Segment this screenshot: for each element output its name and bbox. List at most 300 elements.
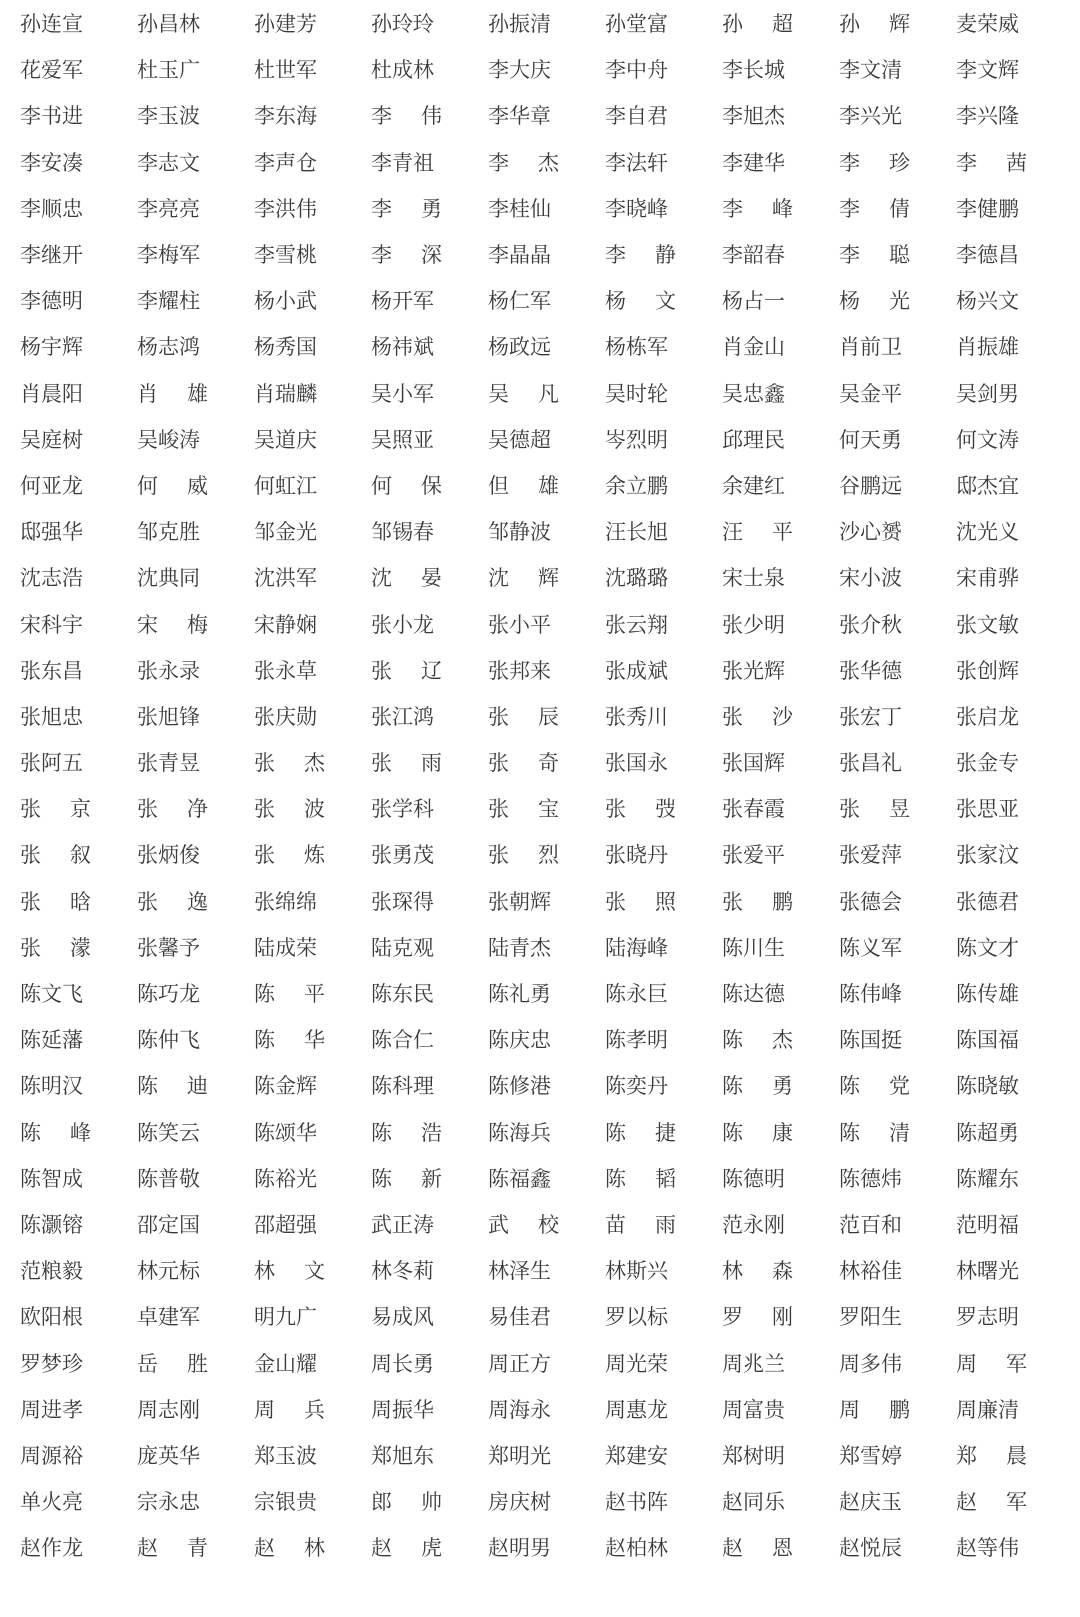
person-name: 赵书阵 bbox=[605, 1490, 668, 1515]
person-name: 李安凑 bbox=[20, 150, 83, 175]
name-cell bbox=[839, 554, 956, 600]
name-cell bbox=[137, 92, 254, 138]
person-name: 张馨予 bbox=[137, 935, 200, 960]
person-name: 张东昌 bbox=[20, 658, 83, 683]
person-name: 易成风 bbox=[371, 1305, 434, 1330]
person-name: 张 炼 bbox=[254, 843, 325, 868]
name-cell bbox=[839, 924, 956, 970]
name-cell bbox=[605, 1478, 722, 1524]
name-cell bbox=[722, 647, 839, 693]
person-name: 陈海兵 bbox=[488, 1120, 551, 1145]
person-name: 李长城 bbox=[722, 58, 785, 83]
name-cell bbox=[20, 785, 137, 831]
name-grid bbox=[20, 0, 1070, 1617]
person-name: 陈礼勇 bbox=[488, 982, 551, 1007]
name-cell bbox=[488, 1293, 605, 1339]
person-name: 邸强华 bbox=[20, 520, 83, 545]
name-cell bbox=[605, 878, 722, 924]
name-cell bbox=[722, 878, 839, 924]
name-cell bbox=[956, 1201, 1073, 1247]
name-cell bbox=[371, 1386, 488, 1432]
name-cell bbox=[839, 1432, 956, 1478]
person-name: 邵超强 bbox=[254, 1212, 317, 1237]
person-name: 张 叙 bbox=[20, 843, 91, 868]
name-cell bbox=[839, 139, 956, 185]
name-cell bbox=[20, 1386, 137, 1432]
person-name: 孙连宣 bbox=[20, 12, 83, 37]
name-cell bbox=[839, 831, 956, 877]
name-cell bbox=[722, 231, 839, 277]
name-cell bbox=[137, 1062, 254, 1108]
person-name: 周源裕 bbox=[20, 1443, 83, 1468]
person-name: 郑玉波 bbox=[254, 1443, 317, 1468]
person-name: 张 烈 bbox=[488, 843, 559, 868]
name-cell bbox=[722, 1109, 839, 1155]
person-name: 陈延藩 bbox=[20, 1028, 83, 1053]
person-name: 肖 雄 bbox=[137, 381, 208, 406]
name-cell bbox=[722, 739, 839, 785]
name-cell bbox=[137, 370, 254, 416]
name-cell bbox=[20, 554, 137, 600]
name-cell bbox=[371, 277, 488, 323]
name-cell bbox=[956, 1386, 1073, 1432]
person-name: 陈 勇 bbox=[722, 1074, 793, 1099]
person-name: 张昌礼 bbox=[839, 751, 902, 776]
person-name: 吴道庆 bbox=[254, 427, 317, 452]
name-cell bbox=[488, 554, 605, 600]
person-name: 吴忠鑫 bbox=[722, 381, 785, 406]
name-cell bbox=[488, 739, 605, 785]
name-cell bbox=[488, 1016, 605, 1062]
name-cell bbox=[839, 1478, 956, 1524]
person-name: 陈德明 bbox=[722, 1166, 785, 1191]
person-name: 李 峰 bbox=[722, 196, 793, 221]
name-cell bbox=[254, 878, 371, 924]
name-cell bbox=[488, 1339, 605, 1385]
person-name: 何文涛 bbox=[956, 427, 1019, 452]
name-cell bbox=[254, 1524, 371, 1570]
person-name: 周正方 bbox=[488, 1351, 551, 1376]
name-cell bbox=[488, 0, 605, 46]
name-cell bbox=[371, 785, 488, 831]
name-cell bbox=[839, 785, 956, 831]
person-name: 张国辉 bbox=[722, 751, 785, 776]
name-cell bbox=[488, 878, 605, 924]
name-cell bbox=[371, 0, 488, 46]
name-cell bbox=[20, 831, 137, 877]
person-name: 单火亮 bbox=[20, 1490, 83, 1515]
person-name: 杨 文 bbox=[605, 289, 676, 314]
name-cell bbox=[605, 924, 722, 970]
name-cell bbox=[956, 1293, 1073, 1339]
person-name: 陆成荣 bbox=[254, 935, 317, 960]
name-cell bbox=[20, 1524, 137, 1570]
name-cell bbox=[605, 416, 722, 462]
name-cell bbox=[839, 1386, 956, 1432]
person-name: 李桂仙 bbox=[488, 196, 551, 221]
name-cell bbox=[137, 739, 254, 785]
name-cell bbox=[137, 46, 254, 92]
name-cell bbox=[956, 1432, 1073, 1478]
person-name: 张绵绵 bbox=[254, 889, 317, 914]
name-cell bbox=[839, 1062, 956, 1108]
person-name: 陈 党 bbox=[839, 1074, 910, 1099]
person-name: 李声仓 bbox=[254, 150, 317, 175]
name-cell bbox=[722, 970, 839, 1016]
name-cell bbox=[722, 554, 839, 600]
name-cell bbox=[839, 1155, 956, 1201]
person-name: 杨志鸿 bbox=[137, 335, 200, 360]
name-cell bbox=[20, 370, 137, 416]
person-name: 张旭锋 bbox=[137, 704, 200, 729]
person-name: 张国永 bbox=[605, 751, 668, 776]
person-name: 陆青杰 bbox=[488, 935, 551, 960]
name-cell bbox=[956, 462, 1073, 508]
person-name: 李梅军 bbox=[137, 243, 200, 268]
name-cell bbox=[605, 1062, 722, 1108]
name-cell bbox=[839, 185, 956, 231]
name-cell bbox=[605, 1247, 722, 1293]
name-cell bbox=[137, 1155, 254, 1201]
name-cell bbox=[488, 1155, 605, 1201]
name-cell bbox=[254, 831, 371, 877]
name-cell bbox=[137, 1339, 254, 1385]
person-name: 肖晨阳 bbox=[20, 381, 83, 406]
person-name: 陈灏镕 bbox=[20, 1212, 83, 1237]
person-name: 周长勇 bbox=[371, 1351, 434, 1376]
name-cell bbox=[371, 1109, 488, 1155]
person-name: 李旭杰 bbox=[722, 104, 785, 129]
person-name: 余建红 bbox=[722, 473, 785, 498]
name-cell bbox=[488, 508, 605, 554]
person-name: 赵作龙 bbox=[20, 1536, 83, 1561]
name-cell bbox=[254, 92, 371, 138]
person-name: 杨秀国 bbox=[254, 335, 317, 360]
person-name: 李晓峰 bbox=[605, 196, 668, 221]
name-cell bbox=[254, 554, 371, 600]
name-cell bbox=[137, 277, 254, 323]
name-cell bbox=[254, 1201, 371, 1247]
person-name: 郑 晨 bbox=[956, 1443, 1027, 1468]
person-name: 陈国挺 bbox=[839, 1028, 902, 1053]
name-cell bbox=[956, 92, 1073, 138]
name-cell bbox=[137, 231, 254, 277]
name-cell bbox=[605, 554, 722, 600]
person-name: 陈超勇 bbox=[956, 1120, 1019, 1145]
person-name: 赵柏林 bbox=[605, 1536, 668, 1561]
name-cell bbox=[371, 508, 488, 554]
person-name: 庞英华 bbox=[137, 1443, 200, 1468]
name-cell bbox=[254, 1109, 371, 1155]
name-cell bbox=[956, 924, 1073, 970]
person-name: 杨祎斌 bbox=[371, 335, 434, 360]
name-cell bbox=[722, 185, 839, 231]
person-name: 岑烈明 bbox=[605, 427, 668, 452]
person-name: 陈义军 bbox=[839, 935, 902, 960]
name-cell bbox=[605, 46, 722, 92]
person-name: 肖瑞麟 bbox=[254, 381, 317, 406]
person-name: 张华德 bbox=[839, 658, 902, 683]
person-name: 李文清 bbox=[839, 58, 902, 83]
person-name: 张琛得 bbox=[371, 889, 434, 914]
name-cell bbox=[488, 970, 605, 1016]
name-cell bbox=[605, 970, 722, 1016]
person-name: 陈庆忠 bbox=[488, 1028, 551, 1053]
person-name: 陈笑云 bbox=[137, 1120, 200, 1145]
person-name: 赵明男 bbox=[488, 1536, 551, 1561]
name-cell bbox=[605, 139, 722, 185]
person-name: 房庆树 bbox=[488, 1490, 551, 1515]
name-cell bbox=[254, 0, 371, 46]
person-name: 张旭忠 bbox=[20, 704, 83, 729]
person-name: 李德昌 bbox=[956, 243, 1019, 268]
person-name: 宋科宇 bbox=[20, 612, 83, 637]
name-cell bbox=[371, 693, 488, 739]
person-name: 李 静 bbox=[605, 243, 676, 268]
person-name: 范百和 bbox=[839, 1212, 902, 1237]
name-cell bbox=[956, 785, 1073, 831]
name-cell bbox=[605, 693, 722, 739]
person-name: 张德会 bbox=[839, 889, 902, 914]
person-name: 张 杰 bbox=[254, 751, 325, 776]
name-cell bbox=[371, 831, 488, 877]
person-name: 张光辉 bbox=[722, 658, 785, 683]
person-name: 张学科 bbox=[371, 797, 434, 822]
name-cell bbox=[371, 739, 488, 785]
name-cell bbox=[254, 462, 371, 508]
person-name: 陈 平 bbox=[254, 982, 325, 1007]
person-name: 沈志浩 bbox=[20, 566, 83, 591]
name-cell bbox=[722, 323, 839, 369]
name-cell bbox=[956, 600, 1073, 646]
person-name: 罗 刚 bbox=[722, 1305, 793, 1330]
person-name: 李 倩 bbox=[839, 196, 910, 221]
name-cell bbox=[839, 231, 956, 277]
person-name: 何天勇 bbox=[839, 427, 902, 452]
person-name: 卓建军 bbox=[137, 1305, 200, 1330]
name-cell bbox=[488, 323, 605, 369]
name-cell bbox=[371, 185, 488, 231]
person-name: 赵等伟 bbox=[956, 1536, 1019, 1561]
name-cell bbox=[839, 1524, 956, 1570]
person-name: 宋甫骅 bbox=[956, 566, 1019, 591]
person-name: 吴剑男 bbox=[956, 381, 1019, 406]
name-cell bbox=[371, 1201, 488, 1247]
name-cell bbox=[20, 1432, 137, 1478]
person-name: 吴庭树 bbox=[20, 427, 83, 452]
name-cell bbox=[371, 1247, 488, 1293]
person-name: 张阿五 bbox=[20, 751, 83, 776]
name-cell bbox=[956, 1524, 1073, 1570]
name-cell bbox=[488, 231, 605, 277]
name-cell bbox=[956, 739, 1073, 785]
name-cell bbox=[722, 416, 839, 462]
person-name: 陈 韬 bbox=[605, 1166, 676, 1191]
person-name: 张介秋 bbox=[839, 612, 902, 637]
person-name: 李 深 bbox=[371, 243, 442, 268]
person-name: 陈巧龙 bbox=[137, 982, 200, 1007]
name-cell bbox=[839, 323, 956, 369]
name-cell bbox=[839, 970, 956, 1016]
person-name: 陈金辉 bbox=[254, 1074, 317, 1099]
person-name: 沈典同 bbox=[137, 566, 200, 591]
name-cell bbox=[722, 139, 839, 185]
person-name: 张庆勋 bbox=[254, 704, 317, 729]
person-name: 吴金平 bbox=[839, 381, 902, 406]
person-name: 林 森 bbox=[722, 1259, 793, 1284]
name-cell bbox=[605, 785, 722, 831]
person-name: 吴德超 bbox=[488, 427, 551, 452]
person-name: 张 沙 bbox=[722, 704, 793, 729]
name-cell bbox=[254, 323, 371, 369]
person-name: 孙昌林 bbox=[137, 12, 200, 37]
person-name: 宋 梅 bbox=[137, 612, 208, 637]
person-name: 邱理民 bbox=[722, 427, 785, 452]
person-name: 李自君 bbox=[605, 104, 668, 129]
name-cell bbox=[137, 785, 254, 831]
person-name: 张永录 bbox=[137, 658, 200, 683]
name-cell bbox=[839, 1247, 956, 1293]
name-cell bbox=[254, 1432, 371, 1478]
person-name: 郎 帅 bbox=[371, 1490, 442, 1515]
person-name: 张小龙 bbox=[371, 612, 434, 637]
person-name: 邹静波 bbox=[488, 520, 551, 545]
person-name: 李洪伟 bbox=[254, 196, 317, 221]
name-cell bbox=[371, 1339, 488, 1385]
person-name: 李德明 bbox=[20, 289, 83, 314]
person-name: 张宏丁 bbox=[839, 704, 902, 729]
person-name: 张 逸 bbox=[137, 889, 208, 914]
person-name: 肖金山 bbox=[722, 335, 785, 360]
person-name: 邹克胜 bbox=[137, 520, 200, 545]
name-cell bbox=[371, 370, 488, 416]
person-name: 陈永巨 bbox=[605, 982, 668, 1007]
person-name: 罗梦珍 bbox=[20, 1351, 83, 1376]
person-name: 何 威 bbox=[137, 473, 208, 498]
name-cell bbox=[956, 1247, 1073, 1293]
person-name: 赵 军 bbox=[956, 1490, 1027, 1515]
person-name: 李大庆 bbox=[488, 58, 551, 83]
person-name: 张 照 bbox=[605, 889, 676, 914]
name-cell bbox=[488, 277, 605, 323]
name-cell bbox=[722, 370, 839, 416]
name-cell bbox=[956, 323, 1073, 369]
person-name: 陈文才 bbox=[956, 935, 1019, 960]
name-cell bbox=[20, 1109, 137, 1155]
person-name: 李韶春 bbox=[722, 243, 785, 268]
name-cell bbox=[137, 1386, 254, 1432]
person-name: 杨政远 bbox=[488, 335, 551, 360]
name-cell bbox=[488, 1062, 605, 1108]
person-name: 陈东民 bbox=[371, 982, 434, 1007]
name-cell bbox=[20, 1062, 137, 1108]
name-cell bbox=[371, 462, 488, 508]
name-cell bbox=[20, 1201, 137, 1247]
name-cell bbox=[371, 231, 488, 277]
person-name: 陈科理 bbox=[371, 1074, 434, 1099]
person-name: 杨开军 bbox=[371, 289, 434, 314]
name-cell bbox=[137, 831, 254, 877]
person-name: 谷鹏远 bbox=[839, 473, 902, 498]
name-cell bbox=[722, 1339, 839, 1385]
name-cell bbox=[956, 508, 1073, 554]
person-name: 赵 青 bbox=[137, 1536, 208, 1561]
person-name: 张晓丹 bbox=[605, 843, 668, 868]
person-name: 邸杰宜 bbox=[956, 473, 1019, 498]
person-name: 邵定国 bbox=[137, 1212, 200, 1237]
name-cell bbox=[254, 231, 371, 277]
person-name: 杨兴文 bbox=[956, 289, 1019, 314]
name-cell bbox=[722, 1478, 839, 1524]
name-cell bbox=[839, 878, 956, 924]
name-cell bbox=[839, 462, 956, 508]
person-name: 李健鹏 bbox=[956, 196, 1019, 221]
person-name: 周廉清 bbox=[956, 1397, 1019, 1422]
name-cell bbox=[371, 1062, 488, 1108]
name-cell bbox=[20, 970, 137, 1016]
person-name: 陈川生 bbox=[722, 935, 785, 960]
person-name: 林冬莉 bbox=[371, 1259, 434, 1284]
name-cell bbox=[254, 185, 371, 231]
name-cell bbox=[839, 508, 956, 554]
person-name: 李 珍 bbox=[839, 150, 910, 175]
person-name: 周富贵 bbox=[722, 1397, 785, 1422]
person-name: 宗银贵 bbox=[254, 1490, 317, 1515]
person-name: 张邦来 bbox=[488, 658, 551, 683]
person-name: 陈 新 bbox=[371, 1166, 442, 1191]
name-cell bbox=[839, 46, 956, 92]
name-cell bbox=[605, 1201, 722, 1247]
person-name: 李晶晶 bbox=[488, 243, 551, 268]
person-name: 张 宝 bbox=[488, 797, 559, 822]
person-name: 花爱军 bbox=[20, 58, 83, 83]
name-cell bbox=[605, 1524, 722, 1570]
person-name: 张云翔 bbox=[605, 612, 668, 637]
name-cell bbox=[254, 370, 371, 416]
person-name: 郑旭东 bbox=[371, 1443, 434, 1468]
name-cell bbox=[20, 1155, 137, 1201]
name-cell bbox=[137, 878, 254, 924]
person-name: 陈耀东 bbox=[956, 1166, 1019, 1191]
person-name: 赵同乐 bbox=[722, 1490, 785, 1515]
person-name: 易佳君 bbox=[488, 1305, 551, 1330]
person-name: 张 昱 bbox=[839, 797, 910, 822]
name-cell bbox=[839, 693, 956, 739]
person-name: 汪长旭 bbox=[605, 520, 668, 545]
name-cell bbox=[956, 416, 1073, 462]
person-name: 沈 晏 bbox=[371, 566, 442, 591]
person-name: 金山耀 bbox=[254, 1351, 317, 1376]
name-cell bbox=[371, 416, 488, 462]
person-name: 张家汶 bbox=[956, 843, 1019, 868]
name-cell bbox=[137, 0, 254, 46]
person-name: 余立鹏 bbox=[605, 473, 668, 498]
person-name: 张 鹏 bbox=[722, 889, 793, 914]
person-name: 陈孝明 bbox=[605, 1028, 668, 1053]
person-name: 李中舟 bbox=[605, 58, 668, 83]
name-cell bbox=[20, 1293, 137, 1339]
person-name: 沈 辉 bbox=[488, 566, 559, 591]
person-name: 赵 林 bbox=[254, 1536, 325, 1561]
name-cell bbox=[605, 508, 722, 554]
name-cell bbox=[605, 92, 722, 138]
name-cell bbox=[956, 878, 1073, 924]
name-cell bbox=[20, 693, 137, 739]
name-cell bbox=[605, 370, 722, 416]
person-name: 杜世军 bbox=[254, 58, 317, 83]
name-cell bbox=[956, 1478, 1073, 1524]
name-cell bbox=[488, 1201, 605, 1247]
